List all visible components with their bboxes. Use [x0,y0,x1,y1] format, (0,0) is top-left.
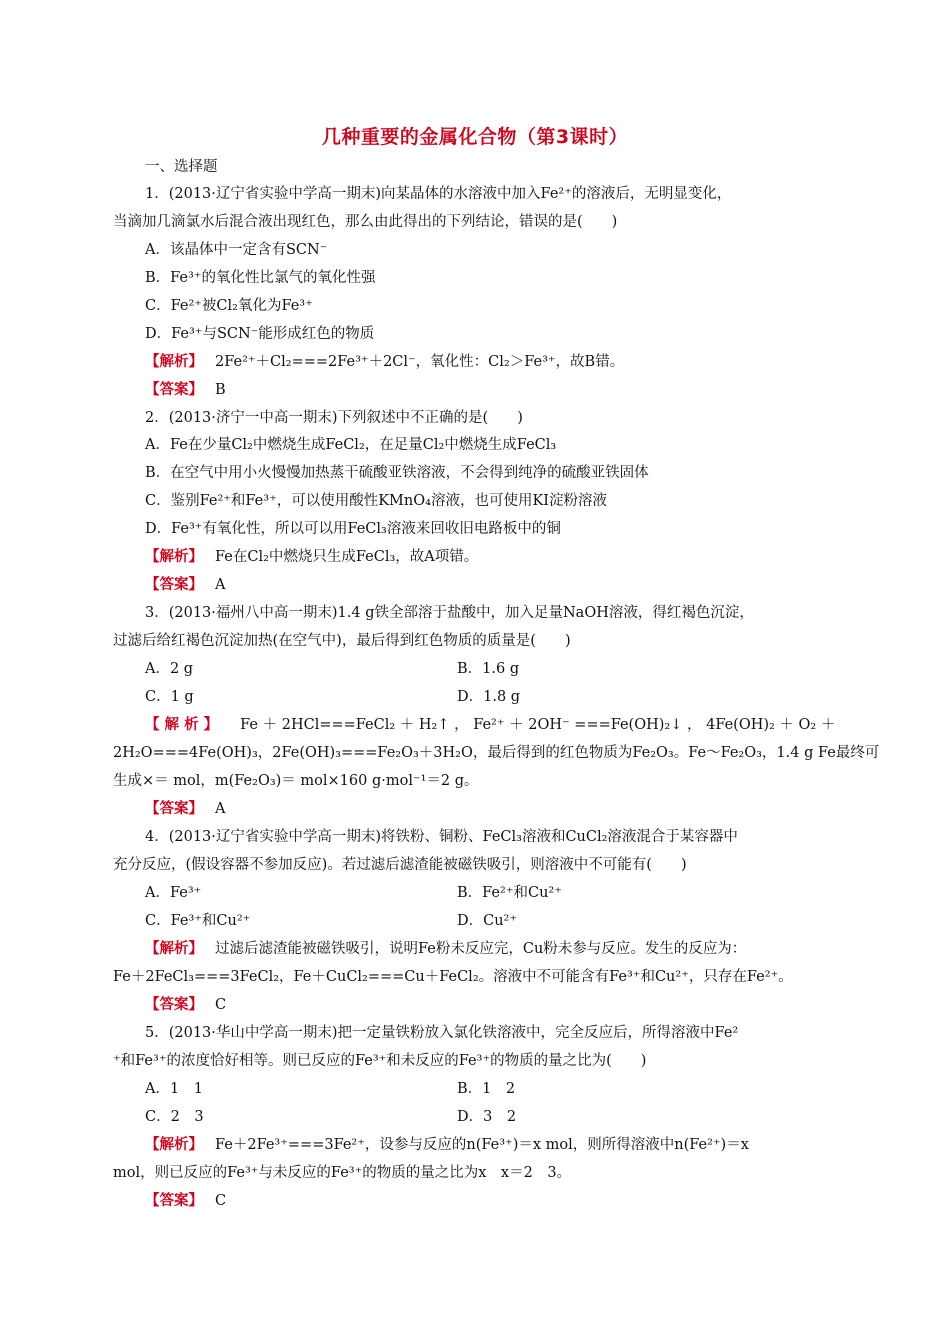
q3-option-d: D．1.8 g [457,689,521,705]
answer-tag: 【答案】 [145,997,203,1013]
q5-stem-line2: ⁺和Fe³⁺的浓度恰好相等。则已反应的Fe³⁺和未反应的Fe³⁺的物质的量之比为( ) [113,1053,647,1069]
q2-option-c: C．鉴别Fe²⁺和Fe³⁺，可以使用酸性KMnO₄溶液，也可使用KI淀粉溶液 [145,493,608,509]
q2-stem-line1: 2．(2013·济宁一中高一期末)下列叙述中不正确的是( ) [145,410,523,426]
q3-analysis-line1 [145,715,875,735]
q1-stem-line2: 当滴加几滴氯水后混合液出现红色，那么由此得出的下列结论，错误的是( ) [113,214,618,230]
q5-option-a: A．1 1 [145,1081,203,1097]
section-heading: 一、选择题 [145,159,218,175]
q4-options-row1 [145,883,875,903]
q1-answer-value: B [215,382,226,398]
q1-analysis [145,352,875,372]
q3-stem-line2: 过滤后给红褐色沉淀加热(在空气中)，最后得到红色物质的质量是( ) [113,633,571,649]
q3-option-a: A．2 g [145,661,194,677]
q5-stem-line1: 5．(2013·华山中学高一期末)把一定量铁粉放入氯化铁溶液中，完全反应后，所得溶液中Fe² [145,1025,739,1041]
q4-option-d: D．Cu²⁺ [457,913,518,929]
q3-analysis-line2: 2H₂O===4Fe(OH)₃，2Fe(OH)₃===Fe₂O₃＋3H₂O，最后得到的红色物质为Fe₂O₃。Fe～Fe₂O₃，1.4 g Fe最终可 [113,745,880,761]
q2-option-b: B．在空气中用小火慢慢加热蒸干硫酸亚铁溶液，不会得到纯净的硫酸亚铁固体 [145,465,649,481]
q3-options-row2 [145,687,875,707]
q3-answer [145,799,875,819]
q1-option-c: C．Fe²⁺被Cl₂氧化为Fe³⁺ [145,298,313,314]
q4-option-a: A．Fe³⁺ [145,885,202,901]
q4-options-row2 [145,911,875,931]
q4-analysis-line1 [145,939,875,959]
q3-stem-line1: 3．(2013·福州八中高一期末)1.4 g铁全部溶于盐酸中，加入足量NaOH溶液，得红褐色沉淀， [145,605,754,621]
answer-tag: 【答案】 [145,577,203,593]
q3-option-b: B．1.6 g [457,661,520,677]
q5-option-c: C．2 3 [145,1109,204,1125]
q3-options-row1 [145,659,875,679]
q1-option-d: D．Fe³⁺与SCN⁻能形成红色的物质 [145,326,375,342]
q2-analysis [145,547,875,567]
q5-analysis-line2: mol，则已反应的Fe³⁺与未反应的Fe³⁺的物质的量之比为x x＝2 3。 [113,1165,572,1181]
q3-analysis-line3: 生成×＝ mol，m(Fe₂O₃)＝ mol×160 g·mol⁻¹＝2 g。 [113,773,479,789]
q1-option-a: A．该晶体中一定含有SCN⁻ [145,242,328,258]
q5-answer-value: C [215,1193,227,1209]
analysis-tag: 【解析】 [145,941,203,957]
q1-answer [145,380,875,400]
q2-answer [145,575,875,595]
q3-analysis-text1: Fe ＋ 2HCl===FeCl₂ ＋ H₂↑ ， Fe²⁺ ＋ 2OH⁻ ===Fe(OH)₂↓ ， 4Fe(OH)₂ ＋ O₂ ＋ [240,717,836,733]
q2-option-d: D．Fe³⁺有氧化性，所以可以用FeCl₃溶液来回收旧电路板中的铜 [145,521,561,537]
q5-option-b: B．1 2 [457,1081,516,1097]
q4-option-c: C．Fe³⁺和Cu²⁺ [145,913,251,929]
q4-stem-line1: 4．(2013·辽宁省实验中学高一期末)将铁粉、铜粉、FeCl₃溶液和CuCl₂溶液混合于某容器中 [145,829,738,845]
answer-tag: 【答案】 [145,801,203,817]
q5-answer [145,1191,875,1211]
q4-answer [145,995,875,1015]
answer-tag: 【答案】 [145,382,203,398]
q4-analysis-line2: Fe＋2FeCl₃===3FeCl₂，Fe＋CuCl₂===Cu＋FeCl₂。溶液中不可能含有Fe³⁺和Cu²⁺，只存在Fe²⁺。 [113,969,793,985]
q4-answer-value: C [215,997,227,1013]
q3-option-c: C．1 g [145,689,194,705]
q1-analysis-text: 2Fe²⁺＋Cl₂===2Fe³⁺＋2Cl⁻，氧化性：Cl₂＞Fe³⁺，故B错。 [215,354,625,370]
q1-stem-line1: 1．(2013·辽宁省实验中学高一期末)向某晶体的水溶液中加入Fe²⁺的溶液后，无明显变化， [145,186,732,202]
q2-option-a: A．Fe在少量Cl₂中燃烧生成FeCl₂，在足量Cl₂中燃烧生成FeCl₃ [145,437,557,453]
q4-analysis-text1: 过滤后滤渣能被磁铁吸引，说明Fe粉未反应完，Cu粉未参与反应。发生的反应为： [215,941,747,957]
answer-tag: 【答案】 [145,1193,203,1209]
q5-analysis-line1 [145,1135,875,1155]
q4-option-b: B．Fe²⁺和Cu²⁺ [457,885,562,901]
q5-options-row2 [145,1107,875,1127]
page-title: 几种重要的金属化合物（第3课时） [321,126,629,148]
analysis-tag: 【解析】 [145,1137,203,1153]
q2-analysis-text: Fe在Cl₂中燃烧只生成FeCl₃，故A项错。 [215,549,479,565]
q1-option-b: B．Fe³⁺的氧化性比氯气的氧化性强 [145,270,376,286]
analysis-tag: 【解析】 [145,354,203,370]
q5-option-d: D．3 2 [457,1109,517,1125]
q3-answer-value: A [215,801,226,817]
analysis-tag: 【 解 析 】 [145,717,219,733]
analysis-tag: 【解析】 [145,549,203,565]
q4-stem-line2: 充分反应，(假设容器不参加反应)。若过滤后滤渣能被磁铁吸引，则溶液中不可能有( ) [113,857,687,873]
q5-options-row1 [145,1079,875,1099]
q5-analysis-text1: Fe＋2Fe³⁺===3Fe²⁺，设参与反应的n(Fe³⁺)＝x mol，则所得溶液中n(Fe²⁺)＝x [215,1137,749,1153]
q2-answer-value: A [215,577,226,593]
